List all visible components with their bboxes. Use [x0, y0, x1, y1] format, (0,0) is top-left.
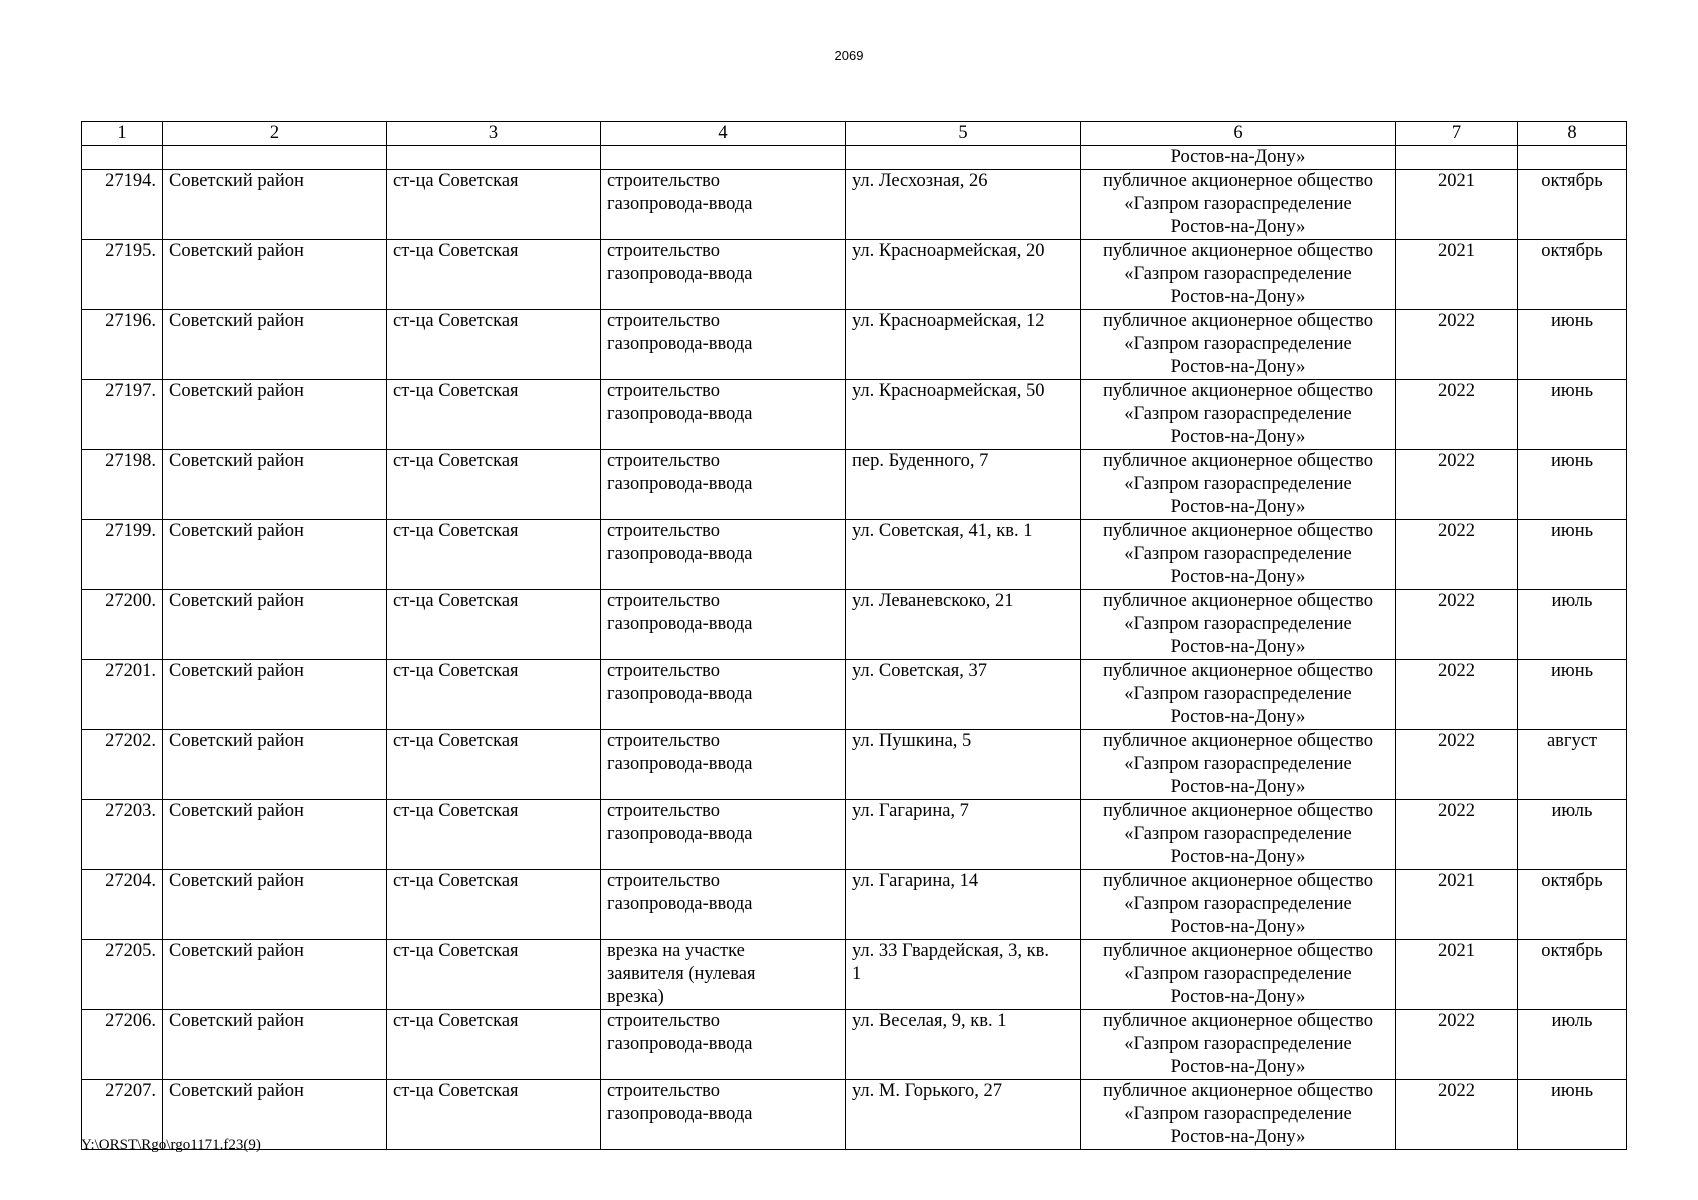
column-header: 8: [1518, 122, 1627, 146]
settlement-cell: ст-ца Советская: [387, 170, 601, 240]
address-cell: ул. Советская, 41, кв. 1: [846, 520, 1081, 590]
row-number-cell: 27206.: [82, 1010, 163, 1080]
work-type-cell: строительство газопровода-ввода: [601, 450, 846, 520]
table-row: [82, 660, 1627, 730]
settlement-cell: ст-ца Советская: [387, 310, 601, 380]
address-cell: ул. Гагарина, 7: [846, 800, 1081, 870]
table-row: [82, 310, 1627, 380]
year-cell: 2022: [1396, 660, 1518, 730]
month-cell: июнь: [1518, 450, 1627, 520]
month-cell: октябрь: [1518, 940, 1627, 1010]
address-cell: ул. Пушкина, 5: [846, 730, 1081, 800]
address-cell: ул. Красноармейская, 50: [846, 380, 1081, 450]
settlement-cell: ст-ца Советская: [387, 660, 601, 730]
table-row: [82, 380, 1627, 450]
work-type-cell: строительство газопровода-ввода: [601, 1010, 846, 1080]
month-cell: июль: [1518, 1010, 1627, 1080]
column-header: 6: [1081, 122, 1396, 146]
settlement-cell: ст-ца Советская: [387, 940, 601, 1010]
settlement-cell: ст-ца Советская: [387, 800, 601, 870]
organization-cell: публичное акционерное общество «Газпром газораспределение Ростов-на-Дону»: [1081, 380, 1396, 450]
work-type-cell: строительство газопровода-ввода: [601, 240, 846, 310]
month-cell: июль: [1518, 800, 1627, 870]
table-row: [82, 940, 1627, 1010]
district-cell: Советский район: [163, 660, 387, 730]
continuation-cell: [1518, 146, 1627, 170]
row-number-cell: 27195.: [82, 240, 163, 310]
month-cell: июль: [1518, 590, 1627, 660]
district-cell: Советский район: [163, 590, 387, 660]
column-header: 3: [387, 122, 601, 146]
district-cell: Советский район: [163, 800, 387, 870]
settlement-cell: ст-ца Советская: [387, 520, 601, 590]
organization-cell: публичное акционерное общество «Газпром газораспределение Ростов-на-Дону»: [1081, 310, 1396, 380]
settlement-cell: ст-ца Советская: [387, 1080, 601, 1150]
table-row: [82, 170, 1627, 240]
year-cell: 2022: [1396, 450, 1518, 520]
work-type-cell: строительство газопровода-ввода: [601, 590, 846, 660]
work-type-cell: строительство газопровода-ввода: [601, 870, 846, 940]
organization-cell: публичное акционерное общество «Газпром газораспределение Ростов-на-Дону»: [1081, 660, 1396, 730]
year-cell: 2021: [1396, 240, 1518, 310]
district-cell: Советский район: [163, 380, 387, 450]
footer-file-path: Y:\ORST\Rgo\rgo1171.f23(9): [81, 1137, 261, 1153]
organization-cell: публичное акционерное общество «Газпром газораспределение Ростов-на-Дону»: [1081, 730, 1396, 800]
district-cell: Советский район: [163, 520, 387, 590]
year-cell: 2021: [1396, 940, 1518, 1010]
column-header: 1: [82, 122, 163, 146]
organization-cell: публичное акционерное общество «Газпром газораспределение Ростов-на-Дону»: [1081, 450, 1396, 520]
table-row: [82, 240, 1627, 310]
settlement-cell: ст-ца Советская: [387, 380, 601, 450]
work-type-cell: строительство газопровода-ввода: [601, 730, 846, 800]
continuation-cell: [163, 146, 387, 170]
district-cell: Советский район: [163, 1080, 387, 1150]
table-row: [82, 590, 1627, 660]
settlement-cell: ст-ца Советская: [387, 870, 601, 940]
row-number-cell: 27199.: [82, 520, 163, 590]
month-cell: октябрь: [1518, 240, 1627, 310]
year-cell: 2021: [1396, 870, 1518, 940]
year-cell: 2022: [1396, 590, 1518, 660]
district-cell: Советский район: [163, 310, 387, 380]
row-number-cell: 27205.: [82, 940, 163, 1010]
address-cell: ул. Красноармейская, 12: [846, 310, 1081, 380]
table-row: [82, 1010, 1627, 1080]
table-row: [82, 730, 1627, 800]
page-number: 2069: [834, 48, 864, 63]
column-header: 4: [601, 122, 846, 146]
row-number-cell: 27200.: [82, 590, 163, 660]
organization-cell: публичное акционерное общество «Газпром газораспределение Ростов-на-Дону»: [1081, 240, 1396, 310]
month-cell: июнь: [1518, 1080, 1627, 1150]
continuation-cell: [82, 146, 163, 170]
continuation-cell: [1396, 146, 1518, 170]
row-number-cell: 27207.: [82, 1080, 163, 1150]
organization-cell: публичное акционерное общество «Газпром газораспределение Ростов-на-Дону»: [1081, 940, 1396, 1010]
organization-cell: публичное акционерное общество «Газпром газораспределение Ростов-на-Дону»: [1081, 800, 1396, 870]
work-type-cell: строительство газопровода-ввода: [601, 660, 846, 730]
month-cell: август: [1518, 730, 1627, 800]
table-row: [82, 870, 1627, 940]
address-cell: ул. Красноармейская, 20: [846, 240, 1081, 310]
year-cell: 2022: [1396, 730, 1518, 800]
organization-cell: публичное акционерное общество «Газпром газораспределение Ростов-на-Дону»: [1081, 590, 1396, 660]
month-cell: июнь: [1518, 660, 1627, 730]
row-number-cell: 27196.: [82, 310, 163, 380]
work-type-cell: строительство газопровода-ввода: [601, 170, 846, 240]
organization-cell: публичное акционерное общество «Газпром газораспределение Ростов-на-Дону»: [1081, 170, 1396, 240]
table-header-row: [82, 122, 1627, 146]
organization-cell: публичное акционерное общество «Газпром газораспределение Ростов-на-Дону»: [1081, 1010, 1396, 1080]
month-cell: июнь: [1518, 310, 1627, 380]
continuation-row: [82, 146, 1627, 170]
work-type-cell: строительство газопровода-ввода: [601, 520, 846, 590]
document-table: [81, 121, 1627, 1150]
address-cell: ул. 33 Гвардейская, 3, кв. 1: [846, 940, 1081, 1010]
address-cell: ул. Веселая, 9, кв. 1: [846, 1010, 1081, 1080]
year-cell: 2022: [1396, 1010, 1518, 1080]
row-number-cell: 27201.: [82, 660, 163, 730]
year-cell: 2021: [1396, 170, 1518, 240]
organization-cell: публичное акционерное общество «Газпром газораспределение Ростов-на-Дону»: [1081, 1080, 1396, 1150]
settlement-cell: ст-ца Советская: [387, 590, 601, 660]
work-type-cell: врезка на участке заявителя (нулевая врезка): [601, 940, 846, 1010]
continuation-cell: [387, 146, 601, 170]
address-cell: ул. М. Горького, 27: [846, 1080, 1081, 1150]
table-row: [82, 450, 1627, 520]
column-header: 7: [1396, 122, 1518, 146]
row-number-cell: 27197.: [82, 380, 163, 450]
month-cell: октябрь: [1518, 870, 1627, 940]
row-number-cell: 27204.: [82, 870, 163, 940]
continuation-cell: [601, 146, 846, 170]
continuation-org-cell: Ростов-на-Дону»: [1081, 146, 1396, 170]
address-cell: пер. Буденного, 7: [846, 450, 1081, 520]
organization-cell: публичное акционерное общество «Газпром газораспределение Ростов-на-Дону»: [1081, 520, 1396, 590]
address-cell: ул. Лесхозная, 26: [846, 170, 1081, 240]
district-cell: Советский район: [163, 870, 387, 940]
settlement-cell: ст-ца Советская: [387, 1010, 601, 1080]
month-cell: октябрь: [1518, 170, 1627, 240]
month-cell: июнь: [1518, 520, 1627, 590]
year-cell: 2022: [1396, 520, 1518, 590]
district-cell: Советский район: [163, 730, 387, 800]
settlement-cell: ст-ца Советская: [387, 730, 601, 800]
work-type-cell: строительство газопровода-ввода: [601, 310, 846, 380]
row-number-cell: 27198.: [82, 450, 163, 520]
year-cell: 2022: [1396, 310, 1518, 380]
continuation-cell: [846, 146, 1081, 170]
table-row: [82, 1080, 1627, 1150]
address-cell: ул. Леваневскоко, 21: [846, 590, 1081, 660]
settlement-cell: ст-ца Советская: [387, 450, 601, 520]
row-number-cell: 27203.: [82, 800, 163, 870]
work-type-cell: строительство газопровода-ввода: [601, 800, 846, 870]
district-cell: Советский район: [163, 1010, 387, 1080]
district-cell: Советский район: [163, 450, 387, 520]
district-cell: Советский район: [163, 240, 387, 310]
work-type-cell: строительство газопровода-ввода: [601, 380, 846, 450]
column-header: 5: [846, 122, 1081, 146]
district-cell: Советский район: [163, 170, 387, 240]
year-cell: 2022: [1396, 800, 1518, 870]
year-cell: 2022: [1396, 380, 1518, 450]
district-cell: Советский район: [163, 940, 387, 1010]
work-type-cell: строительство газопровода-ввода: [601, 1080, 846, 1150]
address-cell: ул. Гагарина, 14: [846, 870, 1081, 940]
column-header: 2: [163, 122, 387, 146]
table-row: [82, 520, 1627, 590]
table-row: [82, 800, 1627, 870]
address-cell: ул. Советская, 37: [846, 660, 1081, 730]
row-number-cell: 27202.: [82, 730, 163, 800]
row-number-cell: 27194.: [82, 170, 163, 240]
month-cell: июнь: [1518, 380, 1627, 450]
year-cell: 2022: [1396, 1080, 1518, 1150]
organization-cell: публичное акционерное общество «Газпром газораспределение Ростов-на-Дону»: [1081, 870, 1396, 940]
settlement-cell: ст-ца Советская: [387, 240, 601, 310]
